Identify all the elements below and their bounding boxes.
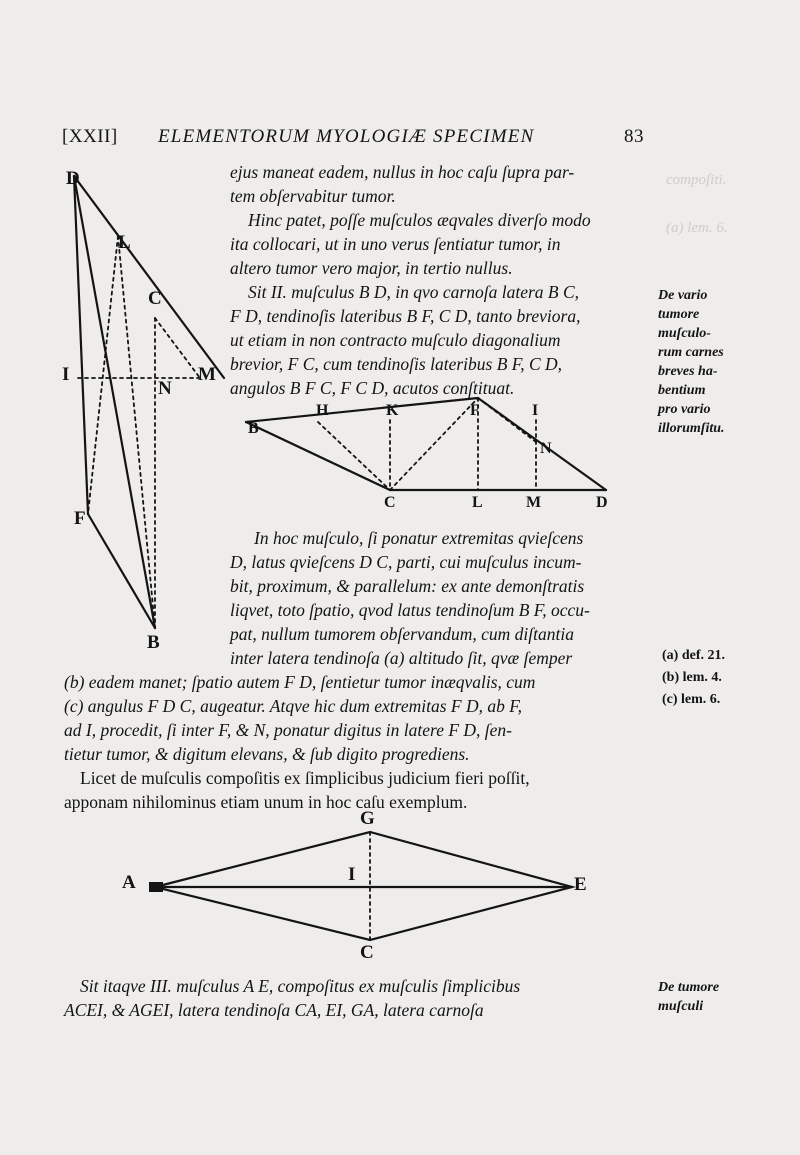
text-line: pat, nullum tumorem obſervandum, cum diſtantia xyxy=(230,624,574,644)
text-line: Sit itaqve III. muſculus A E, compoſitus ex muſculis ſimplicibus xyxy=(80,976,521,996)
text-line: F D, tendinoſis lateribus B F, C D, tanto breviora, xyxy=(230,306,581,326)
text-line: altero tumor vero major, in tertio nullus. xyxy=(230,258,513,278)
bleed-through-text: (a) lem. 6. xyxy=(666,220,728,236)
text-line: inter latera tendinoſa (a) altitudo ſit, qvæ ſemper xyxy=(230,648,573,668)
text-line: (b) eadem manet; ſpatio autem F D, ſentietur tumor inæqvalis, cum xyxy=(64,672,536,692)
text-line: angulos B F C, F C D, acutos conſtituat. xyxy=(230,378,515,398)
margin-note-line: muſculo- xyxy=(658,326,711,341)
left-figure-edge xyxy=(74,176,88,514)
text-line: ut etiam in non contracto muſculo diagonalium xyxy=(230,330,561,350)
mid-figure-edge xyxy=(246,422,390,490)
figure-label: C xyxy=(360,942,374,963)
margin-reference: (b) lem. 4. xyxy=(662,670,722,685)
text-line: (c) angulus F D C, augeatur. Atqve hic dum extremitas F D, ab F, xyxy=(64,696,523,716)
mid-figure-dotted xyxy=(318,422,390,490)
figure-label: L xyxy=(118,232,131,253)
mid-figure-dotted xyxy=(390,398,478,490)
figure-label: I xyxy=(532,402,539,419)
margin-note-line: pro vario xyxy=(658,402,711,417)
margin-reference: (c) lem. 6. xyxy=(662,692,721,707)
figure-label: G xyxy=(360,808,375,829)
figure-label: D xyxy=(66,168,80,189)
figure-label: C xyxy=(148,288,162,309)
figure-label: N xyxy=(540,440,552,457)
text-line: bit, proximum, & parallelum: ex ante demonſtratis xyxy=(230,576,585,596)
figure-label: B xyxy=(248,420,259,437)
margin-note-line: De tumore xyxy=(658,980,720,995)
text-line: tem obſervabitur tumor. xyxy=(230,186,396,206)
figure-label: K xyxy=(386,402,399,419)
figure-label: F xyxy=(74,508,86,529)
figure-label: B xyxy=(147,632,160,653)
figure-label: M xyxy=(526,494,542,511)
text-line: brevior, F C, cum tendinoſis lateribus B F, C D, xyxy=(230,354,563,374)
margin-note-line: rum carnes xyxy=(658,345,724,360)
figure-label: I xyxy=(62,364,70,385)
text-line: tietur tumor, & digitum elevans, & ſub digito progrediens. xyxy=(64,744,470,764)
mid-figure-edge xyxy=(246,398,478,422)
text-line: Hinc patet, poſſe muſculos æqvales diverſo modo xyxy=(248,210,591,230)
left-figure-edge xyxy=(74,176,224,378)
margin-reference: (a) def. 21. xyxy=(662,648,725,663)
text-line: apponam nihilominus etiam unum in hoc caſu exemplum. xyxy=(64,792,468,812)
text-line: In hoc muſculo, ſi ponatur extremitas qvieſcens xyxy=(254,528,584,548)
margin-note-line: De vario xyxy=(658,288,708,303)
figure-label: E xyxy=(574,874,587,895)
bleed-through-text: compoſiti. xyxy=(666,172,727,188)
text-line: ACEI, & AGEI, latera tendinoſa CA, EI, GA, latera carnoſa xyxy=(64,1000,484,1020)
margin-note-line: tumore xyxy=(658,307,700,322)
text-line: D, latus qvieſcens D C, parti, cui muſculus incum- xyxy=(230,552,582,572)
margin-note-line: illorumſitu. xyxy=(658,421,725,436)
figure-label: I xyxy=(348,864,356,885)
margin-note-line: muſculi xyxy=(658,999,704,1014)
figure-label: H xyxy=(316,402,329,419)
figure-label: L xyxy=(472,494,483,511)
figure-label: N xyxy=(158,378,172,399)
text-line: Licet de muſculis compoſitis ex ſimplicibus judicium fieri poſſit, xyxy=(80,768,530,788)
running-title: ELEMENTORUM MYOLOGIÆ SPECIMEN xyxy=(158,126,535,147)
figure-label: F xyxy=(470,402,480,419)
text-line: liqvet, toto ſpatio, qvod latus tendinoſum B F, occu- xyxy=(230,600,590,620)
margin-note-line: breves ha- xyxy=(658,364,718,379)
page-number: 83 xyxy=(624,126,644,147)
margin-note-line: bentium xyxy=(658,383,706,398)
figure-label: M xyxy=(198,364,216,385)
figure-label: D xyxy=(596,494,608,511)
section-number: [XXII] xyxy=(62,126,118,147)
text-line: ad I, procedit, ſi inter F, & N, ponatur digitus in latere F D, ſen- xyxy=(64,720,513,740)
text-line: ejus maneat eadem, nullus in hoc caſu ſupra par- xyxy=(230,162,575,182)
figure-label: C xyxy=(384,494,396,511)
text-line: Sit II. muſculus B D, in qvo carnoſa latera B C, xyxy=(248,282,580,302)
text-line: ita collocari, ut in uno verus ſentiatur tumor, in xyxy=(230,234,561,254)
left-figure-dotted xyxy=(155,318,200,378)
figure-label: A xyxy=(122,872,136,893)
anchor-block xyxy=(149,882,163,892)
